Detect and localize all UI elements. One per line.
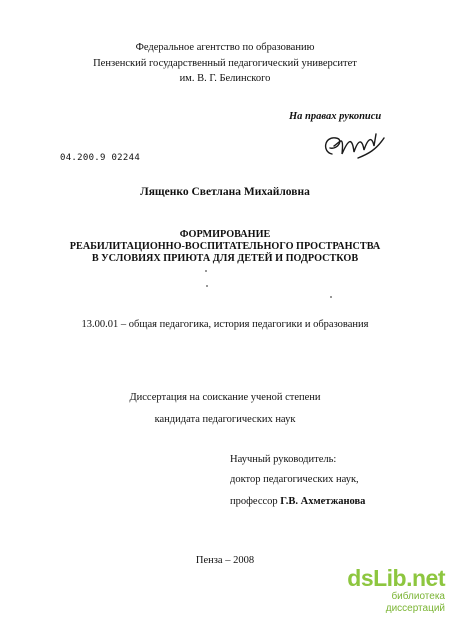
specialty-code: 13.00.01 – общая педагогика, история педагогики и образования (81, 319, 369, 330)
scan-speck (330, 296, 332, 298)
header-agency: Федеральное агентство по образованию (135, 42, 315, 53)
dissertation-type: Диссертация на соискание ученой степени (129, 392, 321, 403)
advisor-title: профессор (230, 496, 278, 507)
title-line: РЕАБИЛИТАЦИОННО-ВОСПИТАТЕЛЬНОГО ПРОСТРАНСТВА (69, 241, 381, 252)
header-university: Пензенский государственный педагогический университет (93, 58, 357, 69)
watermark-brand: dsLib.net (347, 565, 445, 591)
watermark-logo[interactable] (330, 566, 445, 615)
manuscript-note: На правах рукописи (289, 111, 382, 122)
handwritten-signature (318, 124, 388, 166)
advisor-title-row (230, 496, 365, 507)
city-year: Пенза – 2008 (195, 555, 255, 566)
advisor-degree: доктор педагогических наук, (230, 474, 359, 485)
title-line: ФОРМИРОВАНИЕ (179, 229, 271, 240)
scan-speck (205, 270, 207, 272)
author-name: Лященко Светлана Михайловна (140, 186, 310, 198)
scan-speck (206, 285, 208, 287)
header-named-after: им. В. Г. Белинского (179, 73, 271, 84)
advisor-name: Г.В. Ахметжанова (280, 496, 366, 507)
title-line: В УСЛОВИЯХ ПРИЮТА ДЛЯ ДЕТЕЙ И ПОДРОСТКОВ (91, 253, 359, 264)
advisor-label: Научный руководитель: (230, 454, 337, 465)
watermark-tagline: библиотека диссертаций (385, 591, 445, 614)
dissertation-degree: кандидата педагогических наук (154, 414, 296, 425)
archive-number: 04.200.9 02244 (60, 153, 141, 163)
